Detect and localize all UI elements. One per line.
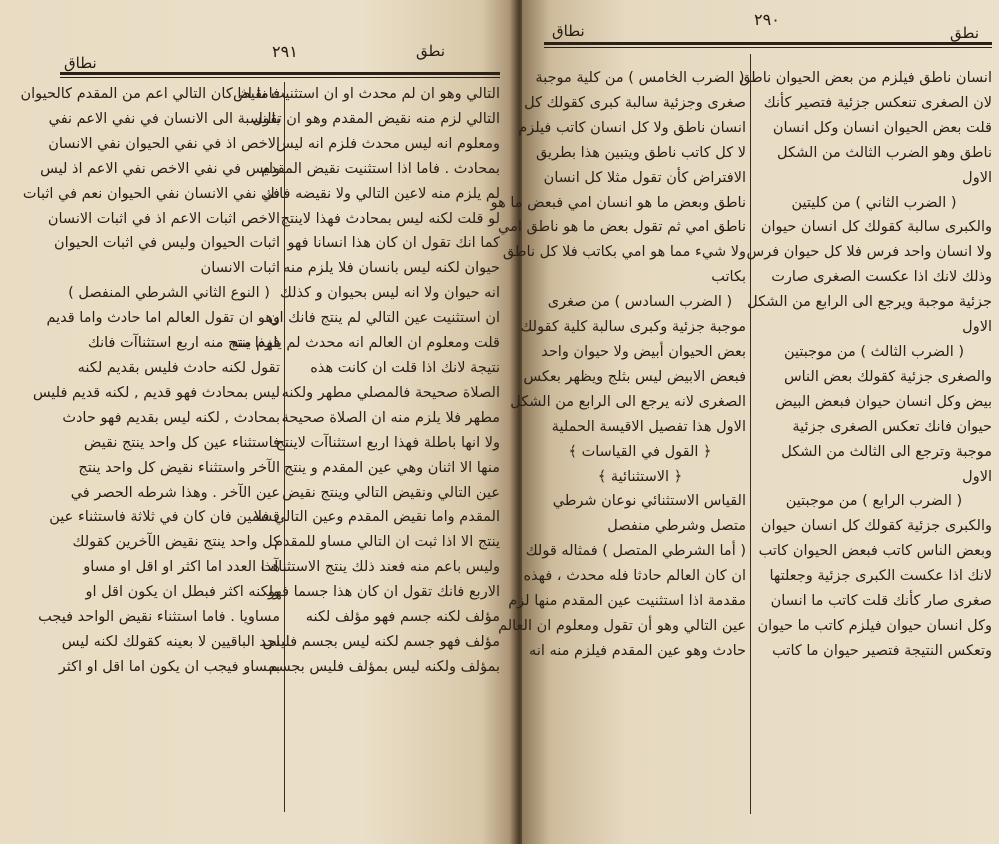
text-line: انسان ناطق فيلزم من بعض الحيوان ناطق [739,70,992,86]
text-line: موجبة جزئية وكبرى سالبة كلية كقولك [520,319,746,336]
text-line: ولكنه اكثر فبطل ان يكون اقل او [85,584,280,601]
text-line: بمؤلف ولكنه ليس بمؤلف فليس بجسم [268,658,500,675]
text-line: مطهر فلا يلزم منه ان الصلاة صحيحة [281,409,500,426]
text-line: الاول [962,169,992,186]
text-line: عين التالي وهو أن تقول ومعلوم ان العالم [498,617,746,634]
text-line: الاول هذا تفصيل الاقيسة الحملية [551,418,746,435]
section-heading: ( الضرب الثاني ) من كليتين [791,194,957,211]
text-line: الاربع فانك تقول ان كان هذا جسما فهو [267,584,500,601]
text-line: ناطق وبعض ما هو انسان امي فبعض ما هو [490,194,746,211]
text-line: عين التالي ونقيض التالي وينتج نقيض [282,484,500,501]
text-line: ان كان العالم حادثا فله محدث ، فهذه [523,568,746,585]
text-line: ( أما الشرطي المتصل ) فمثاله قولك [525,543,746,560]
text-line: منها الا اثنان وهي عين المقدم و ينتج [283,459,500,476]
text-line: مساويا . فاما استثناء نقيض الواحد فيجب [38,609,280,626]
text-line: وكل انسان حيوان فيلزم كاتب ما حيوان [757,617,992,634]
text-line: لانك اذا عكست الكبرى جزئية وجعلتها [769,568,992,585]
text-line: ومعلوم انه ليس محدث فلزم انه ليس [275,135,500,152]
text-line: كما انك تقول ان كان هذا انسانا فهو [287,235,500,252]
text-line: متصل وشرطي منفصل [607,518,746,535]
text-line: مؤلف فهو جسم لكنه ليس بجسم فليس [262,633,500,650]
section-heading: ( الضرب الخامس ) من كلية موجبة [535,70,745,86]
chapter-heading: ﴿ القول في القياسات ﴾ [568,443,712,460]
text-line: موجبة وترجع الى الثالث من الشكل [781,443,992,460]
text-line: لم يلزم منه لاعين التالي ولا نقيضه فانك [262,185,500,202]
text-line: ينتج الا اذا ثبت ان التالي مساو للمقدم [274,534,500,551]
section-heading: ( الضرب السادس ) من صغرى [547,294,733,311]
text-line: ليس بمحادث فهو قديم , لكنه قديم فليس [32,384,280,401]
right-page-header-right-word: نطق [950,24,979,42]
text-line: ان استثنيت عين التالي لم ينتج فانك ان [268,310,500,327]
text-line: ناطق امي ثم تقول بعض ما هو ناطق امي [497,219,746,236]
text-line: ناطق وهو الضرب الثالث من الشكل [776,144,992,161]
text-line: حادث وهو عين المقدم فيلزم منه انه [529,642,746,659]
left-page-left-column [20,82,280,680]
text-line: التالي وهو ان لم محدث او ان استثنيت نقيض [232,86,500,102]
section-heading: ( النوع الثاني الشرطي المنفصل ) [68,285,270,302]
text-line: الصغرى لانه يرجع الى الرابع من الشكل [510,393,746,410]
text-line: انسان ناطق ولا كل انسان كاتب فيلزم [518,119,746,136]
left-page-header-rule [60,72,500,75]
text-line: فهذا ينتج منه اربع استثناآت فانك [87,335,280,352]
text-line: قلت بعض الحيوان انسان وكل انسان [772,119,992,136]
text-line: بمساو فيجب ان يكون اما اقل او اكثر [58,658,280,675]
text-line: المقدم واما نقيض المقدم وعين التالي فلا [253,509,500,526]
left-page-number: ٢٩١ [272,42,298,61]
text-line: قلت ومعلوم ان العالم انه محدث لم يلزم منه [231,335,500,352]
left-page-header-left-word: نطاق [64,54,97,72]
text-line: هذا العدد اما اكثر او اقل او مساو [83,559,280,576]
text-line: بمحادث . فاما اذا استثنيت نقيض المقدم [261,160,500,177]
text-line: مقدمة اذا استثنيت عين المقدم منها لزم [508,593,746,610]
right-page-header-left-word: نطاق [552,22,585,40]
text-line: صغرى صار كأنك قلت كاتب ما انسان [770,593,992,610]
chapter-subheading: ﴿ الاستثنائية ﴾ [597,468,683,485]
left-page-header-right-word: نطق [416,42,445,60]
text-line: القياس الاستثنائي نوعان شرطي [552,493,746,510]
text-line: وبعض الناس كاتب فبعض الحيوان كاتب [758,543,992,560]
text-line: والصغرى جزئية كقولك بعض الناس [783,368,992,385]
section-heading: ( الضرب الرابع ) من موجبتين [785,493,963,510]
text-line: الآخر واستثناء نقيض كل واحد ينتج [78,459,280,476]
section-heading: ( الضرب الثالث ) من موجبتين [783,343,965,360]
text-line: لان الصغرى تنعكس جزئية فتصير كأنك [763,94,992,111]
text-line: فاستثناء عين كل واحد ينتج نقيض [83,434,280,451]
text-line: اثبات الانسان [200,260,280,277]
text-line: فبعض الابيض ليس بثلج ويظهر بعكس [523,368,746,385]
text-line: الاول [962,468,992,485]
text-line: وتعكس النتيجة فتصير حيوان ما كاتب [772,642,992,659]
text-line: انه حيوان ولا انه ليس بحيوان و كذلك [279,285,500,302]
text-line: بالنسبة الى الانسان في نفي الاعم نفي [48,110,280,127]
text-line: ولا شيء مما هو امي بكاتب فلا كل ناطق [502,244,746,261]
text-line: حيوان لكنه ليس بانسان فلا يلزم منه [283,260,500,277]
text-line: الاخص اذ في نفي الحيوان نفي الانسان [48,135,280,152]
left-page-header-rule-under [60,77,500,78]
text-line: الاول [962,319,992,336]
text-line: نتيجة لانك اذا قلت ان كانت هذه [310,359,500,376]
text-line: الصلاة صحيحة فالمصلي مطهر ولكنه [281,384,500,401]
text-line: بمحادث , لكنه ليس بقديم فهو حادث [62,409,280,426]
text-line: اثبات الحيوان وليس في اثبات الحيوان [53,235,280,252]
text-line: وليس في نفي الاخص نفي الاعم اذ ليس [40,160,280,177]
text-line: تقول لكنه حادث فليس بقديم لكنه [77,359,280,376]
text-line: وليس باعم منه فعند ذلك ينتج الاستثناآت [260,559,500,576]
text-line: في نفي الانسان نفي الحيوان نعم في اثبات [22,185,280,202]
text-line: جزئية موجبة ويرجع الى الرابع من الشكل [747,294,992,311]
right-page [490,0,999,844]
text-line: والكبرى جزئية كقولك كل انسان حيوان [760,518,992,535]
text-line: قسمين فان كان في ثلاثة فاستثناء عين [49,509,280,526]
text-line: لا كل كاتب ناطق ويتبين هذا بطريق [535,144,746,161]
right-page-column-divider [750,54,751,814]
text-line: وذلك لانك اذا عكست الصغرى صارت [771,269,992,286]
text-line: فاما اذا كان التالي اعم من المقدم كالحيوان [20,86,280,102]
text-line: ولا انسان واحد فرس فلا كل حيوان فرس [746,244,992,261]
text-line: عين الآخر . وهذا شرطه الحصر في [70,484,280,501]
text-line: حيوان فانك تعكس الصغرى جزئية [792,418,992,435]
text-line: الافتراض كأن تقول مثلا كل انسان [543,169,746,186]
right-page-left-column [490,66,746,664]
text-line: والكبرى سالبة كقولك كل انسان حيوان [760,219,992,236]
right-page-right-column [739,66,992,664]
right-page-header-rule-under [544,47,992,48]
text-line: بعض الحيوان أبيض ولا حيوان واحد [541,343,746,360]
text-line: مؤلف لكنه جسم فهو مؤلف لكنه [305,609,500,626]
text-line: التالي لزم منه نقيض المقدم وهو ان تقول [252,110,500,127]
right-page-header-rule [544,42,992,45]
text-line: كل واحد ينتج نقيض الآخرين كقولك [72,534,280,551]
text-line: ولا انها باطلة فهذا اربع استثناآت لاينتج [275,434,500,451]
text-line: احد الباقيين لا بعينه كقولك لكنه ليس [61,633,280,650]
text-line: لو قلت لكنه ليس بمحادث فهذا لاينتج [280,210,500,227]
right-page-number: ٢٩٠ [754,10,780,29]
text-line: الاخص اثبات الاعم اذ في اثبات الانسان [47,210,280,227]
text-line: بيض وكل انسان حيوان فبعض البيض [775,393,992,410]
text-line: وهو ان تقول العالم اما حادث واما قديم [46,310,280,327]
text-line: صغرى وجزئية سالبة كبرى كقولك كل [524,94,746,111]
text-line: بكاتب [711,269,746,286]
